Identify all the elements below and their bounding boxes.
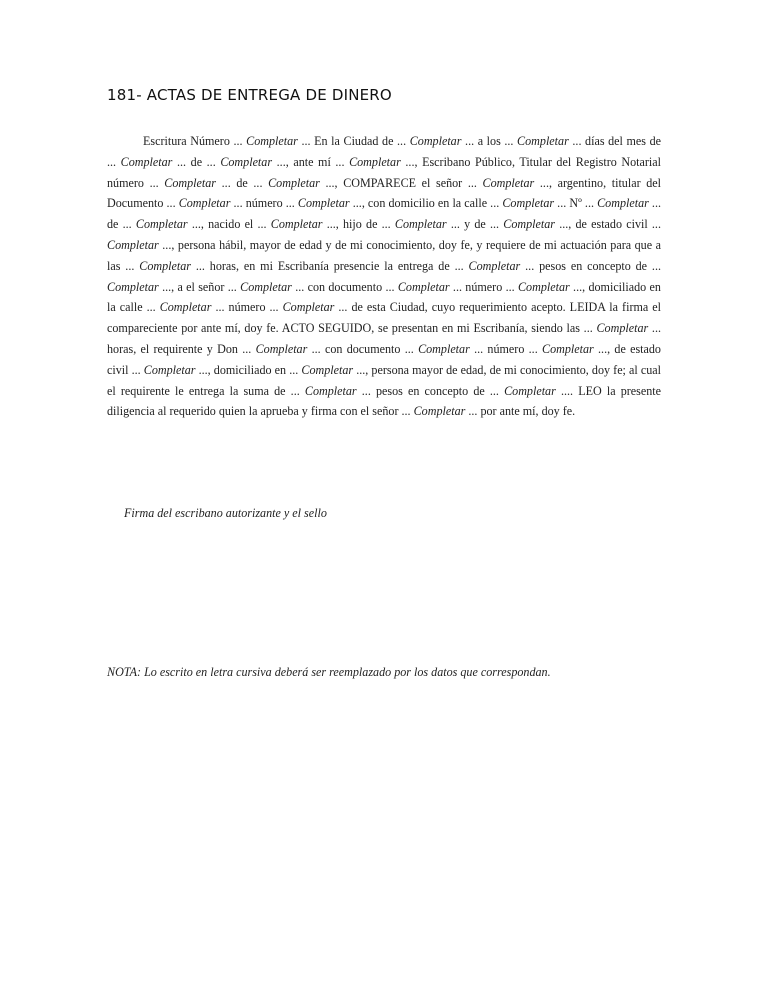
body-text-segment: ... número ... — [469, 341, 542, 356]
placeholder-completar: Completar — [297, 196, 350, 211]
placeholder-completar: Completar — [468, 258, 521, 273]
placeholder-completar: Completar — [517, 134, 569, 148]
body-text-segment: .... LEO la presente diligencia al requerido quien la aprueba y firma con el señor ... — [107, 383, 661, 419]
body-text-segment: ... con documento ... — [307, 341, 419, 356]
placeholder-completar: Completar — [220, 154, 273, 169]
body-text-segment: ... con documento ... — [291, 279, 398, 294]
placeholder-completar: Completar — [413, 404, 466, 419]
body-text-segment: ... número ... — [230, 196, 298, 211]
placeholder-completar: Completar — [120, 154, 173, 169]
body-text-segment: ..., a el señor ... — [158, 279, 241, 294]
placeholder-completar: Completar — [409, 134, 462, 148]
body-text-segment: ... y de ... — [446, 217, 504, 232]
body-text-segment: ..., Escribano Público, Titular del Registro Notarial número ... — [107, 154, 661, 190]
placeholder-completar: Completar — [418, 341, 470, 356]
document-title: 181- ACTAS DE ENTREGA DE DINERO — [107, 86, 392, 104]
body-text-segment: ... horas, el requirente y Don ... — [107, 321, 662, 356]
placeholder-completar: Completar — [178, 196, 231, 211]
placeholder-completar: Completar — [517, 279, 570, 294]
placeholder-completar: Completar — [349, 154, 401, 169]
body-text-segment: ..., domiciliado en ... — [195, 362, 302, 377]
body-text-segment: ... de ... — [107, 196, 662, 232]
placeholder-completar: Completar — [270, 217, 323, 232]
body-text-segment: ... En la Ciudad de ... — [297, 134, 410, 148]
body-text-segment: ... Nº ... — [554, 196, 598, 211]
body-text-segment: ..., ante mí ... — [272, 154, 350, 169]
body-text-segment: ..., de estado civil ... — [555, 217, 661, 232]
body-text-segment: ... por ante mí, doy fe. — [465, 404, 576, 419]
body-text-segment: ... pesos en concepto de ... — [356, 383, 505, 398]
placeholder-completar: Completar — [596, 321, 649, 336]
body-text-segment: Escritura Número ... — [143, 134, 247, 148]
body-text-segment: ... días del mes de ... — [107, 134, 661, 169]
body-text-segment: ... horas, en mi Escribanía presencie la entrega de ... — [191, 258, 469, 273]
signature-line: Firma del escribano autorizante y el sello — [124, 506, 327, 520]
body-text-segment: ..., domiciliado en la calle ... — [107, 279, 661, 315]
document-body — [107, 131, 661, 422]
body-text-segment: ... pesos en concepto de ... — [520, 258, 661, 273]
placeholder-completar: Completar — [240, 279, 292, 294]
body-text-segment: ..., argentino, titular del Documento ... — [107, 175, 662, 211]
placeholder-completar: Completar — [542, 341, 594, 356]
body-text-segment: ... de esta Ciudad, cuyo requerimiento acepto. LEIDA la firma el compareciente por ante mí, doy fe. ACTO SEGUIDO, se presentan en mi Escribanía, siendo las ... — [107, 300, 661, 336]
body-text-segment: ... número ... — [449, 279, 518, 294]
placeholder-completar: Completar — [139, 258, 191, 273]
placeholder-completar: Completar — [159, 300, 212, 315]
body-text-segment: ..., persona mayor de edad, de mi conocimiento, doy fe; al cual el requirente le entrega la suma de ... — [107, 362, 661, 398]
placeholder-completar: Completar — [246, 134, 298, 148]
body-text-segment: ..., COMPARECE el señor ... — [319, 175, 483, 190]
body-text-segment: ..., con domicilio en la calle ... — [349, 196, 503, 211]
placeholder-completar: Completar — [502, 196, 555, 211]
body-text-segment: ... de ... — [216, 175, 269, 190]
placeholder-completar: Completar — [268, 175, 320, 190]
placeholder-completar: Completar — [504, 383, 556, 398]
body-text-segment: ..., nacido el ... — [187, 217, 271, 232]
placeholder-completar: Completar — [282, 300, 335, 315]
placeholder-completar: Completar — [503, 217, 556, 232]
placeholder-completar: Completar — [301, 362, 354, 377]
body-text-segment: ... número ... — [211, 300, 283, 315]
placeholder-completar: Completar — [597, 196, 649, 211]
body-text-segment: ... a los ... — [461, 134, 518, 148]
document-note: NOTA: Lo escrito en letra cursiva deberá ser reemplazado por los datos que correspondan. — [107, 665, 551, 679]
placeholder-completar: Completar — [304, 383, 357, 398]
placeholder-completar: Completar — [107, 237, 159, 252]
placeholder-completar: Completar — [255, 341, 308, 356]
placeholder-completar: Completar — [394, 217, 447, 232]
body-text-segment: ..., hijo de ... — [322, 217, 395, 232]
placeholder-completar: Completar — [107, 279, 159, 294]
placeholder-completar: Completar — [482, 175, 535, 190]
body-text-segment: ..., de estado civil ... — [107, 341, 661, 377]
placeholder-completar: Completar — [164, 175, 217, 190]
placeholder-completar: Completar — [397, 279, 450, 294]
placeholder-completar: Completar — [135, 217, 188, 232]
placeholder-completar: Completar — [143, 362, 196, 377]
body-text-segment: ..., persona hábil, mayor de edad y de mi conocimiento, doy fe, y requiere de mi actuación para que a las ... — [107, 237, 661, 273]
body-text-segment: ... de ... — [172, 154, 221, 169]
